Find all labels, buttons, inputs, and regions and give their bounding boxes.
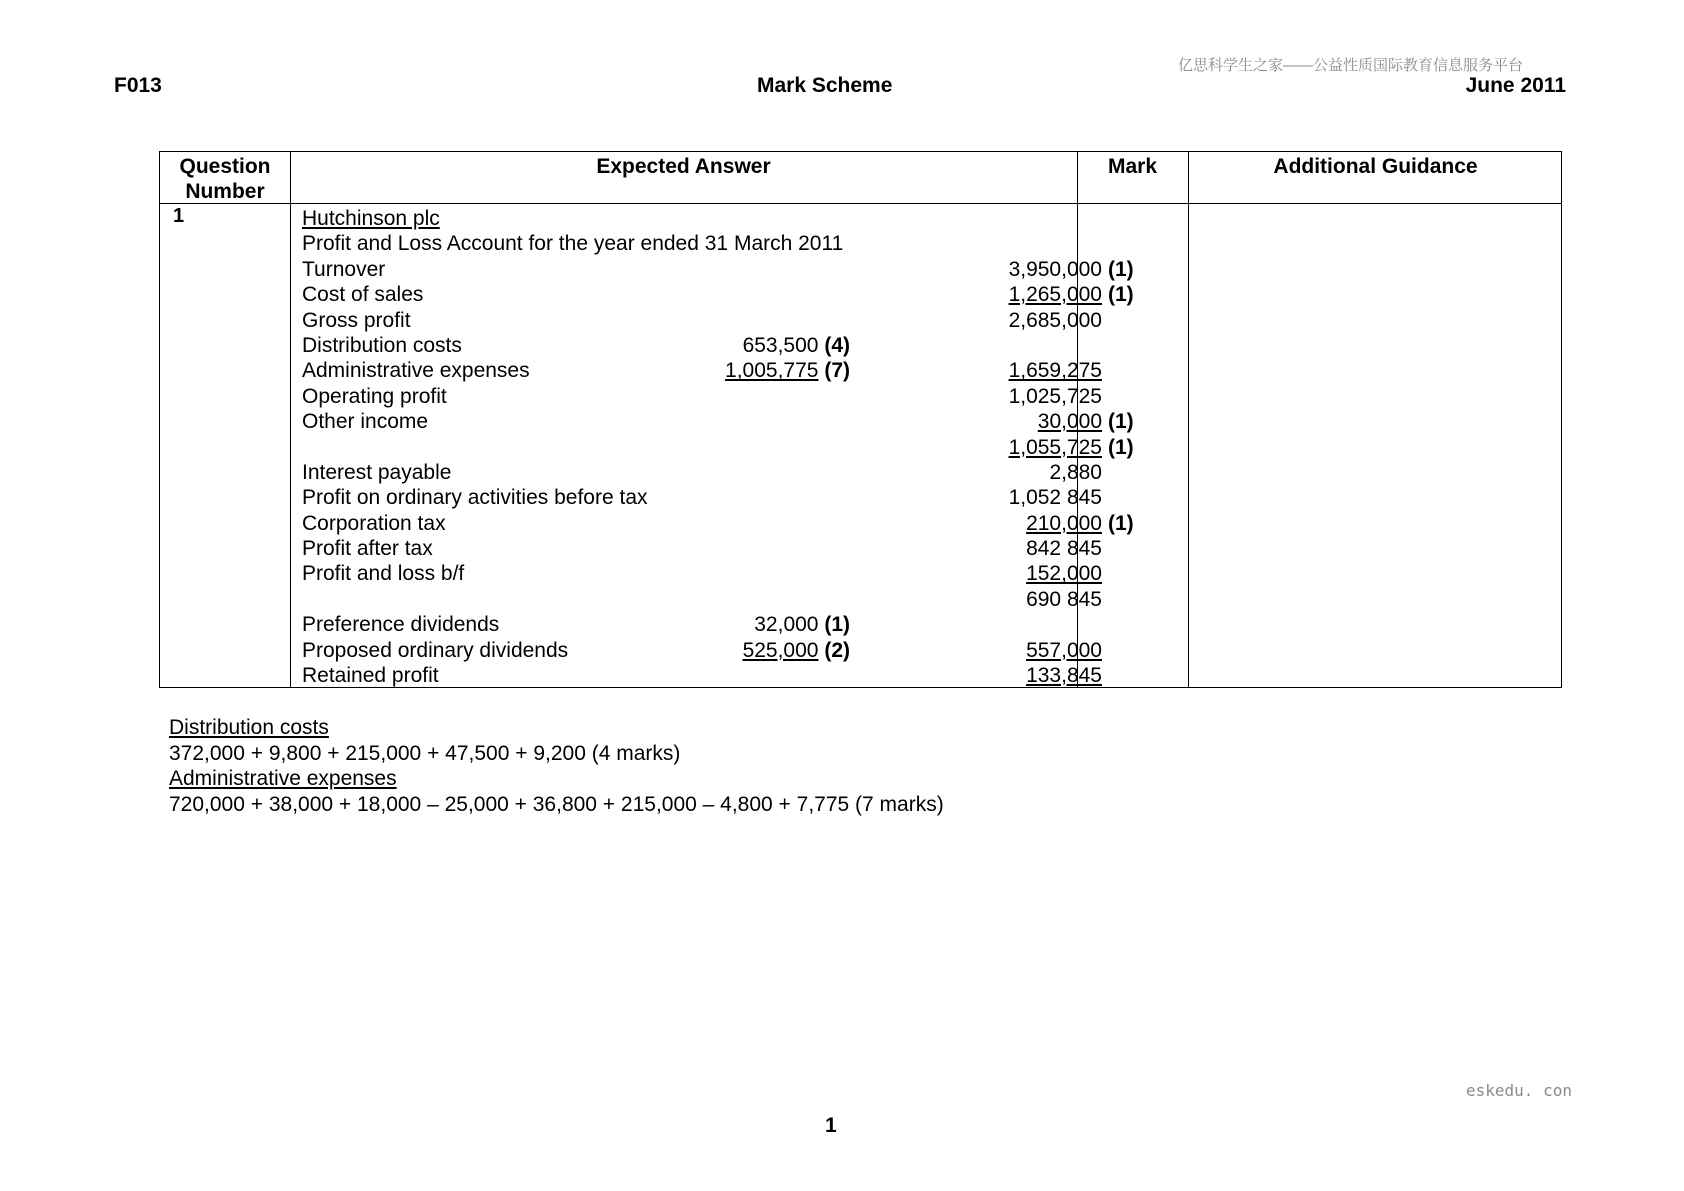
total-amount: 210,000 <box>1026 511 1102 535</box>
total-amount: 152,000 <box>1026 562 1102 586</box>
account-row <box>160 663 1561 688</box>
total-amount-cell <box>922 358 1179 383</box>
mark-allocation: (1) <box>1108 435 1134 459</box>
account-row <box>160 511 1561 536</box>
total-amount-cell <box>922 435 1179 460</box>
page-number: 1 <box>825 1114 837 1137</box>
mark-allocation: (4) <box>824 333 850 357</box>
account-row <box>160 409 1561 434</box>
row-label: Other income <box>302 410 429 434</box>
account-row <box>160 536 1561 561</box>
distribution-costs-heading: Distribution costs <box>169 716 329 739</box>
mark-allocation: (1) <box>1108 257 1134 281</box>
row-label: Interest payable <box>302 460 452 484</box>
total-amount: 1,659,275 <box>1008 359 1102 383</box>
row-label: Distribution costs <box>302 333 462 357</box>
total-amount-cell <box>922 409 1179 434</box>
mark-allocation: (2) <box>824 638 850 662</box>
expected-answer-rows <box>160 206 1561 688</box>
account-row <box>160 485 1561 510</box>
total-amount-cell <box>922 384 1179 409</box>
distribution-costs-working: 372,000 + 9,800 + 215,000 + 47,500 + 9,200 (4 marks) <box>169 741 681 765</box>
row-label: Profit after tax <box>302 537 433 561</box>
row-label: Retained profit <box>302 664 439 688</box>
total-amount: 2,880 <box>1049 460 1102 484</box>
subtotal-amount-cell <box>725 358 850 383</box>
total-amount-cell <box>922 460 1179 485</box>
total-amount: 2,685,000 <box>1008 308 1102 332</box>
total-amount-cell <box>922 587 1179 612</box>
account-row <box>160 257 1561 282</box>
account-row <box>160 612 1561 637</box>
total-amount: 557,000 <box>1026 638 1102 662</box>
row-label: Turnover <box>302 257 386 281</box>
watermark-top: 亿思科学生之家——公益性质国际教育信息服务平台 <box>1178 57 1524 74</box>
account-row <box>160 587 1561 612</box>
workings-notes <box>169 715 944 817</box>
account-row <box>160 384 1561 409</box>
total-amount: 1,052 845 <box>1008 486 1102 510</box>
total-amount: 3,950,000 <box>1008 257 1102 281</box>
total-amount: 133,845 <box>1026 664 1102 688</box>
account-row <box>160 358 1561 383</box>
subtotal-amount-cell <box>743 638 850 663</box>
account-row <box>160 435 1561 460</box>
mark-allocation: (1) <box>1108 283 1134 307</box>
company-name: Hutchinson plc <box>302 207 440 230</box>
account-row <box>160 561 1561 586</box>
header-additional-guidance: Additional Guidance <box>1273 155 1478 178</box>
mark-allocation: (1) <box>1108 511 1134 535</box>
total-amount: 842 845 <box>1026 537 1102 561</box>
administrative-expenses-heading: Administrative expenses <box>169 767 397 790</box>
total-amount-cell <box>922 536 1179 561</box>
row-label: Profit on ordinary activities before tax <box>302 486 648 510</box>
subtotal-amount: 32,000 <box>754 613 819 637</box>
row-label: Administrative expenses <box>302 359 530 383</box>
account-row <box>160 460 1561 485</box>
row-label: Proposed ordinary dividends <box>302 638 569 662</box>
header-expected-answer: Expected Answer <box>596 155 771 178</box>
question-number: 1 <box>173 205 185 227</box>
row-label: Corporation tax <box>302 511 446 535</box>
header-mark: Mark <box>1107 155 1158 178</box>
total-amount: 690 845 <box>1026 587 1102 611</box>
exam-date: June 2011 <box>1465 74 1566 97</box>
total-amount-cell <box>922 308 1179 333</box>
subtotal-amount: 525,000 <box>742 638 819 662</box>
total-amount: 1,265,000 <box>1008 283 1102 307</box>
account-row <box>160 282 1561 307</box>
total-amount-cell <box>922 282 1179 307</box>
total-amount: 1,055,725 <box>1008 435 1102 459</box>
total-amount-cell <box>922 257 1179 282</box>
account-row <box>160 333 1561 358</box>
mark-allocation: (1) <box>824 613 850 637</box>
subtotal-amount: 1,005,775 <box>725 359 819 383</box>
row-label: Cost of sales <box>302 283 424 307</box>
total-amount: 30,000 <box>1037 410 1102 434</box>
administrative-expenses-working: 720,000 + 38,000 + 18,000 – 25,000 + 36,800 + 215,000 – 4,800 + 7,775 (7 marks) <box>169 792 944 816</box>
total-amount-cell <box>922 638 1179 663</box>
row-label: Operating profit <box>302 384 447 408</box>
total-amount-cell <box>922 561 1179 586</box>
row-label: Profit and loss b/f <box>302 562 465 586</box>
row-label: Preference dividends <box>302 613 500 637</box>
account-row <box>160 308 1561 333</box>
subtotal-amount: 653,500 <box>742 333 819 357</box>
total-amount-cell <box>922 511 1179 536</box>
mark-allocation: (1) <box>1108 410 1134 434</box>
mark-scheme-table <box>159 151 1562 688</box>
header-question-number: Question Number <box>179 155 271 203</box>
paper-code: F013 <box>114 74 162 97</box>
row-label: Gross profit <box>302 308 411 332</box>
page-title: Mark Scheme <box>757 74 893 97</box>
subtotal-amount-cell <box>743 333 850 358</box>
mark-allocation: (7) <box>824 359 850 383</box>
total-amount-cell <box>922 663 1179 688</box>
account-row <box>160 638 1561 663</box>
statement-title: Profit and Loss Account for the year ended 31 March 2011 <box>302 232 844 256</box>
total-amount-cell <box>922 485 1179 510</box>
total-amount: 1,025,725 <box>1008 384 1102 408</box>
subtotal-amount-cell <box>754 612 850 637</box>
watermark-bottom: eskedu. con <box>1466 1081 1572 1100</box>
